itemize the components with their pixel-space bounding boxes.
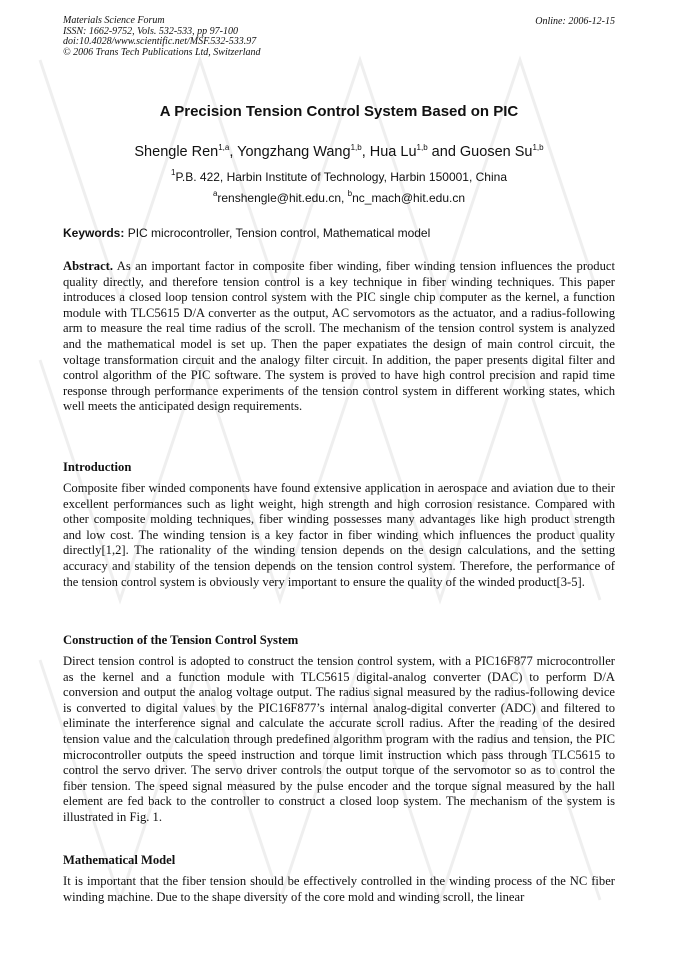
author-name: Shengle Ren — [134, 144, 219, 160]
section-heading-mathematical-model: Mathematical Model — [63, 853, 176, 867]
doi-line: doi:10.4028/www.scientific.net/MSF.532-533.97 — [63, 36, 257, 47]
author-sup: 1,b — [532, 143, 544, 152]
author-name: Guosen Su — [459, 144, 533, 160]
keywords-text: PIC microcontroller, Tension control, Mathematical model — [124, 226, 431, 240]
abstract-paragraph — [63, 259, 615, 415]
section-text-introduction: Composite fiber winded components have found extensive application in aerospace and aviation due to their excellent performances such as light weight, high strength and high corrosion resistance. Compared with other composite molding techniques, fiber winding possesses many advantages like high product strength and low cost. The winding tension is a key factor in fiber winding which influences the product quality directly[1,2]. The rationality of the winding tension depends on the design calculations, and the setting accuracy and stability of the tension depends on the tension control system. Therefore, the performance of the tension control system is obviously very important to ensure the quality of the winded product[3-5]. — [63, 481, 615, 589]
keywords-label: Keywords: — [63, 226, 125, 240]
journal-name: Materials Science Forum — [63, 15, 165, 26]
section-heading-introduction: Introduction — [63, 460, 132, 474]
online-date: Online: 2006-12-15 — [535, 16, 615, 27]
section-heading-construction: Construction of the Tension Control System — [63, 633, 299, 647]
author-sup: 1,a — [218, 143, 230, 152]
email-b[interactable]: nc_mach@hit.edu.cn — [352, 191, 466, 205]
author-list: Shengle Ren$^{1,a}$, Yongzhang Wang$^{1,b}$, Hua Lu$^{1,b}$ and Guosen Su$^{1,b}$ — [134, 143, 544, 160]
abstract-label: Abstract. — [63, 259, 114, 273]
author-emails: $^a$renshengle@hit.edu.cn, $^b$nc_mach@hit.edu.cn — [212, 189, 466, 205]
keywords — [63, 226, 615, 240]
author-sup: 1,b — [416, 143, 428, 152]
author-name: Yongzhang Wang — [237, 144, 351, 160]
paper-title: A Precision Tension Control System Based on PIC — [159, 103, 519, 120]
issn-line: ISSN: 1662-9752, Vols. 532-533, pp 97-100 — [63, 25, 238, 37]
author-name: Hua Lu — [369, 144, 417, 160]
affiliation: $^1$P.B. 422, Harbin Institute of Technology, Harbin 150001, China — [170, 168, 507, 184]
author-sup: 1,b — [350, 143, 362, 152]
abstract-text: As an important factor in composite fiber winding, fiber winding tension influences the product quality directly, and therefore tension control is a key technique in fiber winding techniques. This paper introduces a closed loop tension control system with the PIC single chip computer as the kernel, a function module with TLC5615 D/A converter as the output, AC servomotors as the actuator, and a radius-following arm to measure the real time radius of the scroll. The mechanism of the tension control system is analyzed and the mathematical model is set up. Then the paper expatiates the design of main control circuit, the voltage transformation circuit and the analogy filter circuit. In addition, the paper presents digital filter and control algorithm of the PIC software. The system is proved to have high control precision and rapid time response through performance experiments of the tension control system in different working states, which well meets the anticipated design requirements. — [63, 259, 615, 414]
journal-header — [63, 16, 261, 58]
copyright-line: © 2006 Trans Tech Publications Ltd, Switzerland — [63, 46, 261, 58]
section-text-construction: Direct tension control is adopted to construct the tension control system, with a PIC16F877 microcontroller as the kernel and a function module with TLC5615 digital-analog converter (DAC) to perform D/A conversion and output the analog voltage output. The radius signal measured by the radius-following device is converted to digital values by the PIC16F877’s internal analog-digital converter (ADC) and filtered to eliminate the interference signal and calculate the accurate scroll radius. After the reading of the desired tension value and the calculation through predefined algorithm program with the radius and tension, the PIC microcontroller outputs the speed instruction and torque limit instruction which pass through TLC5615 to control the servo driver. The servo driver controls the output torque of the servomotor so as to control the fiber tension. The speed signal measured by the pulse encoder and the torque signal measured by the hall element are fed back to the controller to construct a closed loop system. The mechanism of the system is illustrated in Fig. 1. — [63, 654, 615, 824]
section-text-mathematical-model: It is important that the fiber tension should be effectively controlled in the winding process of the NC fiber winding machine. Due to the shape diversity of the core mold and winding scroll, the linear — [63, 874, 615, 904]
email-a[interactable]: renshengle@hit.edu.cn — [217, 191, 341, 205]
